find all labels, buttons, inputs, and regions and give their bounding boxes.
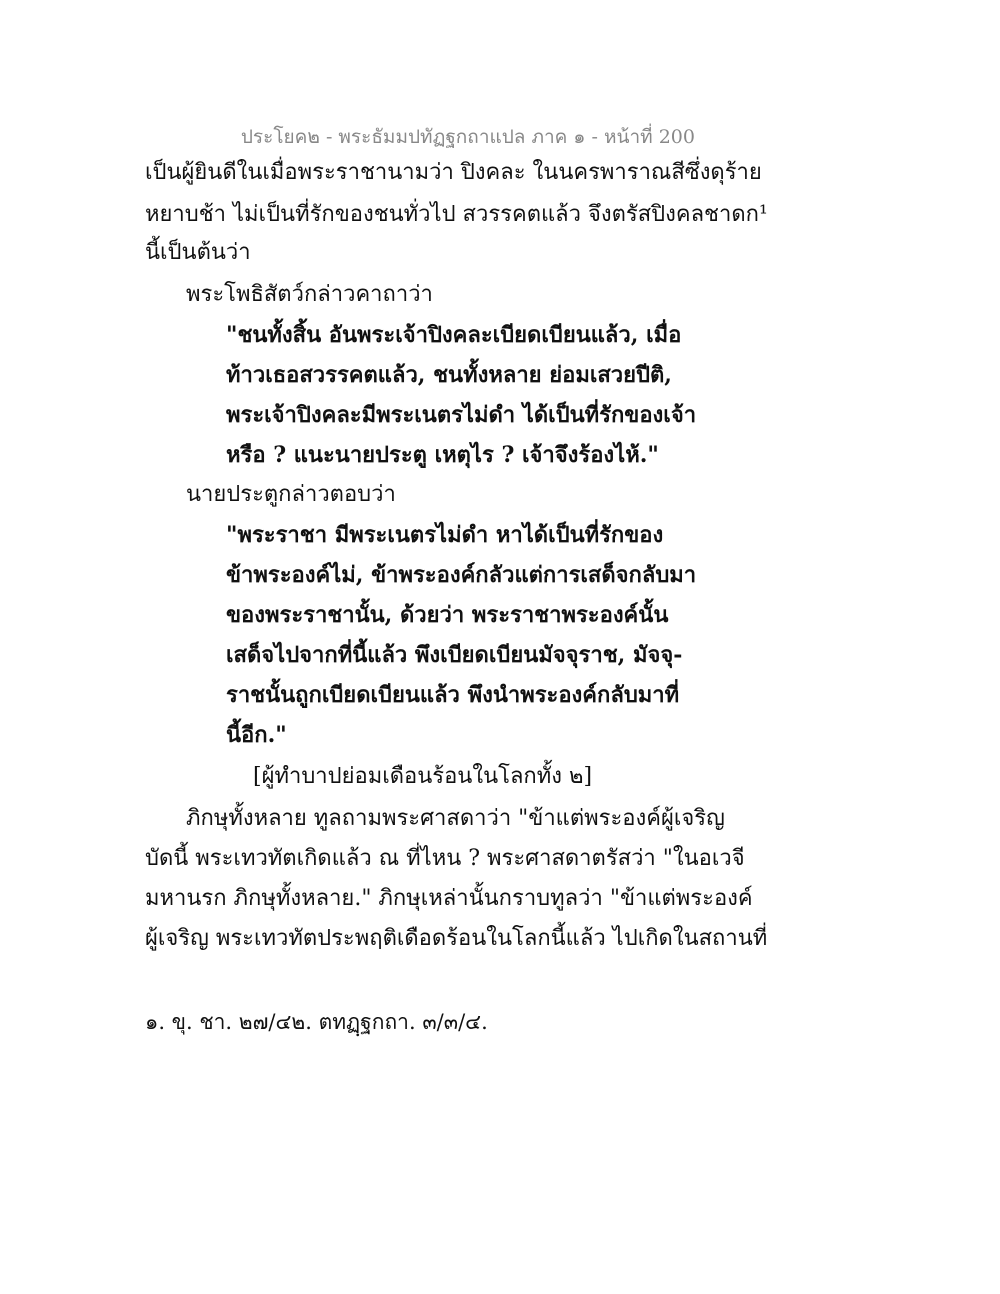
verse-line: "ชนทั้งสิ้น อันพระเจ้าปิงคละเบียดเบียนแล้ว, เมื่อ (226, 322, 682, 348)
body-line: บัดนี้ พระเทวทัตเกิดแล้ว ณ ที่ไหน ? พระศาสดาตรัสว่า "ในอเวจี (145, 846, 745, 871)
verse-line: นี้อีก." (226, 722, 287, 748)
body-line: นี้เป็นต้นว่า (145, 240, 251, 265)
body-line: เป็นผู้ยินดีในเมื่อพระราชานามว่า ปิงคละ ในนครพาราณสีซึ่งดุร้าย (145, 160, 762, 185)
verse-line: เสด็จไปจากที่นี้แล้ว พึงเบียดเบียนมัจจุราช, มัจจุ- (226, 642, 683, 668)
page-header: ประโยค๒ - พระธัมมปทัฏฐกถาแปล ภาค ๑ - หน้าที่ 200 (240, 126, 695, 148)
body-line: พระโพธิสัตว์กล่าวคาถาว่า (186, 282, 433, 307)
body-line: หยาบช้า ไม่เป็นที่รักของชนทั่วไป สวรรคตแล้ว จึงตรัสปิงคลชาดก¹ (145, 202, 768, 227)
verse-line: ข้าพระองค์ไม่, ข้าพระองค์กลัวแต่การเสด็จกลับมา (226, 562, 697, 588)
body-line: มหานรก ภิกษุทั้งหลาย." ภิกษุเหล่านั้นกราบทูลว่า "ข้าแต่พระองค์ (145, 886, 753, 911)
body-line: ผู้เจริญ พระเทวทัตประพฤติเดือดร้อนในโลกนี้แล้ว ไปเกิดในสถานที่ (145, 926, 768, 951)
body-line: นายประตูกล่าวตอบว่า (186, 482, 396, 507)
verse-line: พระเจ้าปิงคละมีพระเนตรไม่ดำ ได้เป็นที่รักของเจ้า (226, 402, 697, 428)
section-heading: [ผู้ทำบาปย่อมเดือนร้อนในโลกทั้ง ๒] (253, 764, 593, 789)
body-line: ภิกษุทั้งหลาย ทูลถามพระศาสดาว่า "ข้าแต่พระองค์ผู้เจริญ (186, 806, 725, 831)
verse-line: หรือ ? แนะนายประตู เหตุไร ? เจ้าจึงร้องไห้." (226, 442, 659, 468)
verse-line: ของพระราชานั้น, ด้วยว่า พระราชาพระองค์นั้น (226, 602, 669, 628)
verse-line: ท้าวเธอสวรรคตแล้ว, ชนทั้งหลาย ย่อมเสวยปีติ, (226, 362, 672, 388)
footnote: ๑. ขุ. ชา. ๒๗/๔๒. ตทฏฺฐกถา. ๓/๓/๔. (145, 1010, 488, 1034)
verse-line: "พระราชา มีพระเนตรไม่ดำ หาได้เป็นที่รักของ (226, 522, 664, 548)
verse-line: ราชนั้นถูกเบียดเบียนแล้ว พึงนำพระองค์กลับมาที่ (226, 682, 680, 708)
